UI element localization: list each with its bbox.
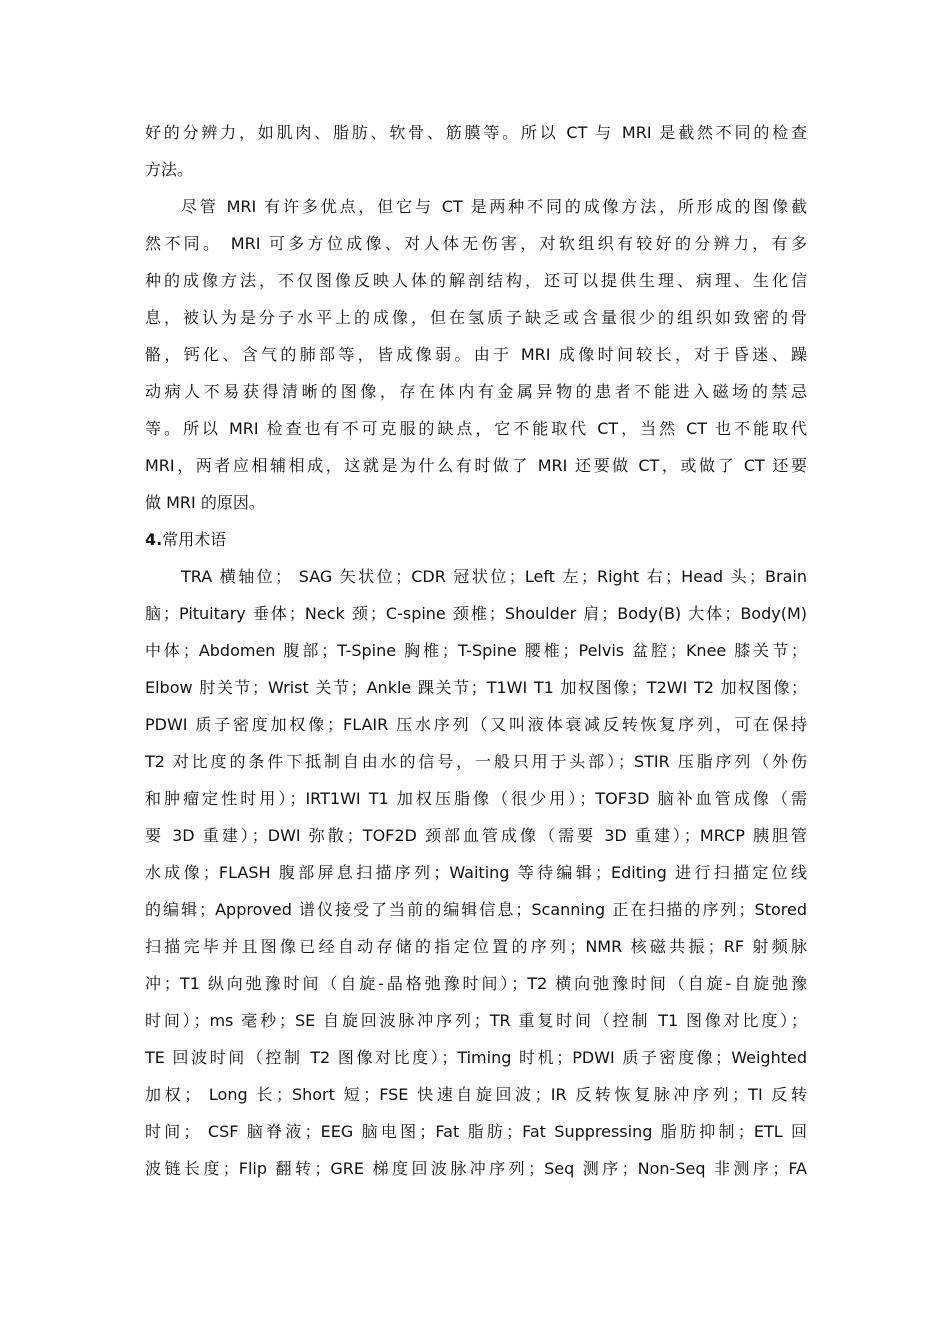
text-line: 脑；Pituitary 垂体；Neck 颈；C-spine 颈椎；Shoulder 肩；Body(B) 大体；Body(M) [145,604,807,623]
text-line: 尽管 MRI 有许多优点，但它与 CT 是两种不同的成像方法，所形成的图像截 [181,197,807,216]
text-line: 波链长度；Flip 翻转；GRE 梯度回波脉冲序列；Seq 测序；Non-Seq 非测序；FA [145,1159,807,1178]
text-line: 做 MRI 的原因。 [145,493,265,512]
text-line: 要 3D 重建）；DWI 弥散；TOF2D 颈部血管成像（需要 3D 重建）；MRCP 胰胆管 [145,826,807,845]
text-line: 水成像；FLASH 腹部屏息扫描序列；Waiting 等待编辑；Editing 进行扫描定位线 [145,863,807,882]
text-line: 种的成像方法，不仅图像反映人体的解剖结构，还可以提供生理、病理、生化信 [145,271,807,290]
text-line: 方法。 [145,160,194,179]
text-line: 冲；T1 纵向弛豫时间（自旋-晶格弛豫时间）；T2 横向弛豫时间（自旋-自旋弛豫 [145,974,807,993]
paragraph-prev [145,114,807,188]
text-line: PDWI 质子密度加权像；FLAIR 压水序列（又叫液体衰减反转恢复序列，可在保持 [145,715,807,734]
text-line: 扫描完毕并且图像已经自动存储的指定位置的序列；NMR 核磁共振；RF 射频脉 [145,937,807,956]
text-line: 息，被认为是分子水平上的成像，但在氢质子缺乏或含量很少的组织如致密的骨 [145,308,807,327]
document-body [145,114,807,1187]
text-line: 动病人不易获得清晰的图像，存在体内有金属异物的患者不能进入磁场的禁忌 [145,382,807,401]
text-line: TE 回波时间（控制 T2 图像对比度）；Timing 时机；PDWI 质子密度像；Weighted [145,1048,807,1067]
paragraph-terms [145,558,807,1187]
text-line: 中体；Abdomen 腹部；T-Spine 胸椎；T-Spine 腰椎；Pelvis 盆腔；Knee 膝关节； [145,641,807,660]
text-line: TRA 横轴位； SAG 矢状位；CDR 冠状位；Left 左；Right 右；Head 头；Brain [181,567,807,586]
text-line: 然不同。 MRI 可多方位成像、对人体无伤害，对软组织有较好的分辨力，有多 [145,234,807,253]
text-line: 的编辑；Approved 谱仪接受了当前的编辑信息；Scanning 正在扫描的序列；Stored [145,900,807,919]
text-line: 加权； Long 长；Short 短；FSE 快速自旋回波；IR 反转恢复脉冲序列；TI 反转 [145,1085,807,1104]
text-line: 等。所以 MRI 检查也有不可克服的缺点，它不能取代 CT，当然 CT 也不能取代 [145,419,807,438]
text-line: 时间）；ms 毫秒；SE 自旋回波脉冲序列；TR 重复时间（控制 T1 图像对比度）； [145,1011,807,1030]
text-line: 时间； CSF 脑脊液；EEG 脑电图；Fat 脂肪；Fat Suppressing 脂肪抑制；ETL 回 [145,1122,807,1141]
text-line: MRI，两者应相辅相成，这就是为什么有时做了 MRI 还要做 CT，或做了 CT 还要 [145,456,807,475]
text-line: 骼，钙化、含气的肺部等，皆成像弱。由于 MRI 成像时间较长，对于昏迷、躁 [145,345,807,364]
text-line: Elbow 肘关节；Wrist 关节；Ankle 踝关节；T1WI T1 加权图像；T2WI T2 加权图像； [145,678,807,697]
text-line: 好的分辨力，如肌肉、脂肪、软骨、筋膜等。所以 CT 与 MRI 是截然不同的检查 [145,123,807,142]
paragraph-mri [145,188,807,521]
section-title: 常用术语 [162,530,227,549]
section-heading [145,521,807,558]
text-line: T2 对比度的条件下抵制自由水的信号，一般只用于头部）；STIR 压脂序列（外伤 [145,752,807,771]
text-line: 和肿瘤定性时用）；IRT1WI T1 加权压脂像（很少用）；TOF3D 脑补血管成像（需 [145,789,807,808]
section-number: 4. [145,530,163,549]
